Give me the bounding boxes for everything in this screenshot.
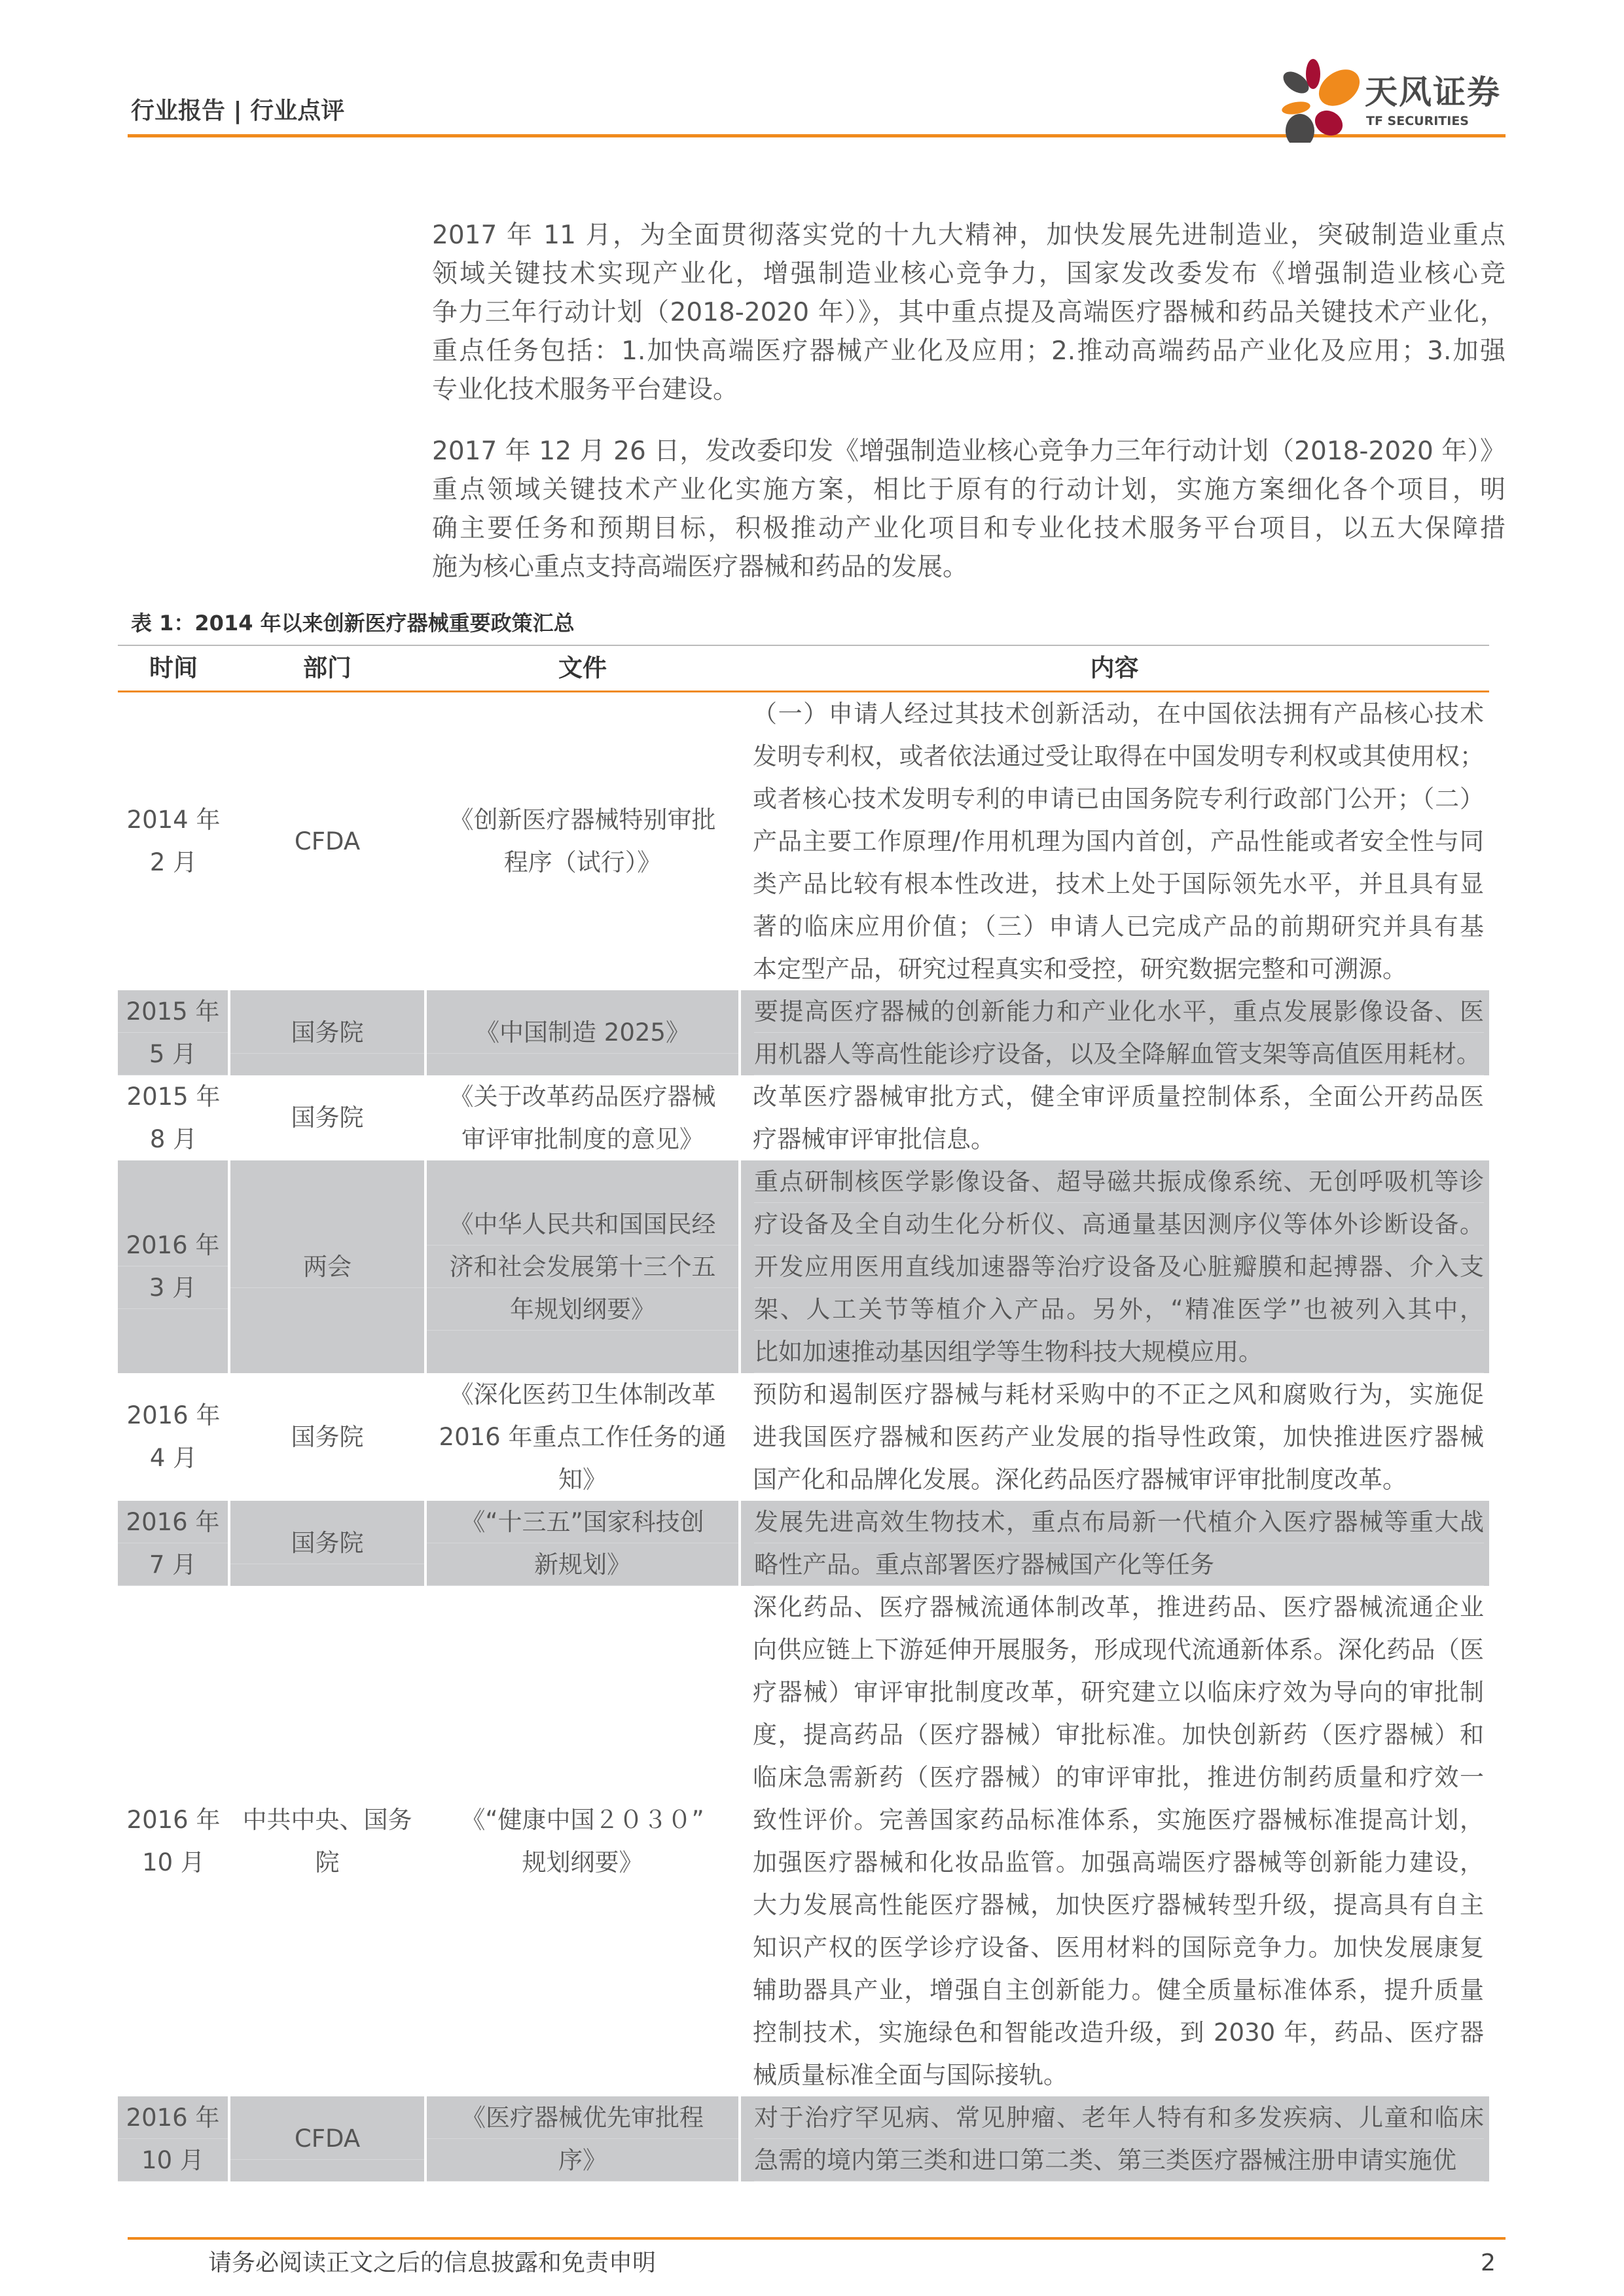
cell-line: 国务院 <box>291 1103 364 1132</box>
cell-line: 《中华人民共和国国民经 <box>427 1203 738 1246</box>
cell-line: 发展先进高效生物技术，重点布局新一代植介入医疗器械等重大战 <box>754 1501 1484 1543</box>
cell-time <box>118 1160 229 1373</box>
cell-line: 10 月 <box>118 2139 228 2181</box>
cell-line: 架、人工关节等植介入产品。另外，“精准医学”也被列入其中， <box>754 1288 1484 1331</box>
cell-line: 年规划纲要》 <box>427 1288 738 1331</box>
table-row <box>118 1160 1489 1373</box>
cell-line: 致性评价。完善国家药品标准体系，实施医疗器械标准提高计划， <box>753 1805 1484 1834</box>
cell-line: 深化药品、医疗器械流通体制改革，推进药品、医疗器械流通企业 <box>753 1592 1484 1621</box>
cell-line: 《医疗器械优先审批程 <box>427 2096 738 2139</box>
report-type-header: 行业报告 | 行业点评 <box>131 98 345 124</box>
cell-line: 2016 年 <box>126 1805 221 1834</box>
table-row <box>118 2096 1489 2181</box>
cell-line: 2016 年 <box>118 1501 228 1543</box>
cell-line: 临床急需新药（医疗器械）的审评审批，推进仿制药质量和疗效一 <box>753 1763 1484 1791</box>
cell-line: 《“十三五”国家科技创 <box>427 1501 738 1543</box>
cell-content <box>740 990 1489 1075</box>
cell-time <box>118 1586 229 2096</box>
cell-line: 知识产权的医学诊疗设备、医用材料的国际竞争力。加快发展康复 <box>753 1933 1484 1962</box>
cell-document <box>425 990 740 1075</box>
cell-time <box>118 1501 229 1586</box>
cell-department <box>229 1075 425 1160</box>
cell-line: 比如加速推动基因组学等生物科技大规模应用。 <box>754 1331 1484 1373</box>
header-time: 时间 <box>118 647 229 691</box>
cell-content <box>740 2096 1489 2181</box>
cell-line: 7 月 <box>118 1543 228 1586</box>
cell-time <box>118 691 229 990</box>
cell-line: （一）申请人经过其技术创新活动，在中国依法拥有产品核心技术 <box>753 699 1484 728</box>
cell-line: 度，提高药品（医疗器械）审批标准。加快创新药（医疗器械）和 <box>753 1720 1484 1749</box>
cell-document <box>425 1373 740 1501</box>
cell-line: 产品主要工作原理/作用机理为国内首创，产品性能或者安全性与同 <box>753 827 1484 855</box>
cell-line: 2 月 <box>149 848 198 876</box>
text-line: 施为核心重点支持高端医疗器械和药品的发展。 <box>432 552 969 582</box>
table-header-row <box>118 647 1489 691</box>
text-line: 2017 年 11 月，为全面贯彻落实党的十九大精神，加快发展先进制造业，突破制造业重点 <box>432 221 1506 250</box>
cell-line: 本定型产品，研究过程真实和受控，研究数据完整和可溯源。 <box>753 954 1407 983</box>
header-content: 内容 <box>740 647 1489 691</box>
cell-line: 10 月 <box>142 1848 205 1876</box>
cell-line: 《“健康中国２０３０” <box>461 1805 704 1834</box>
text-line: 领域关键技术实现产业化，增强制造业核心竞争力，国家发改委发布《增强制造业核心竞 <box>432 259 1506 289</box>
cell-content <box>740 1075 1489 1160</box>
cell-department <box>229 990 425 1075</box>
policy-table <box>118 647 1489 2181</box>
cell-line: 2016 年重点工作任务的通 <box>439 1422 727 1451</box>
cell-line: 2014 年 <box>126 806 221 834</box>
text-line: 确主要任务和预期目标，积极推动产业化项目和专业化技术服务平台项目，以五大保障措 <box>432 514 1506 543</box>
table-caption: 表 1：2014 年以来创新医疗器械重要政策汇总 <box>131 611 575 636</box>
footer-disclaimer: 请务必阅读正文之后的信息披露和免责申明 <box>208 2250 657 2276</box>
cell-line: 对于治疗罕见病、常见肿瘤、老年人特有和多发疾病、儿童和临床 <box>754 2096 1484 2139</box>
cell-line: 控制技术，实施绿色和智能改造升级，到 2030 年，药品、医疗器 <box>753 2018 1484 2047</box>
header-document: 文件 <box>425 647 740 691</box>
cell-line: 加强医疗器械和化妆品监管。加强高端医疗器械等创新能力建设， <box>753 1848 1484 1876</box>
table-row <box>118 1586 1489 2096</box>
cell-department <box>229 1501 425 1586</box>
cell-department <box>229 1373 425 1501</box>
cell-line: 发明专利权，或者依法通过受让取得在中国发明专利权或其使用权； <box>753 742 1484 770</box>
cell-line: 新规划》 <box>427 1543 738 1586</box>
cell-time <box>118 1373 229 1501</box>
table-row <box>118 990 1489 1075</box>
cell-line: 4 月 <box>149 1444 198 1472</box>
cell-line: 2015 年 <box>126 1082 221 1111</box>
cell-department <box>229 1160 425 1373</box>
table-row <box>118 1501 1489 1586</box>
cell-line: 用机器人等高性能诊疗设备，以及全降解血管支架等高值医用耗材。 <box>754 1033 1484 1075</box>
cell-content <box>740 1160 1489 1373</box>
cell-line: 略性产品。重点部署医疗器械国产化等任务 <box>754 1543 1484 1586</box>
cell-line: 重点研制核医学影像设备、超导磁共振成像系统、无创呼吸机等诊 <box>754 1160 1484 1203</box>
cell-line: 类产品比较有根本性改进，技术上处于国际领先水平，并且具有显 <box>753 869 1484 898</box>
body-paragraph-2 <box>432 432 1506 586</box>
body-paragraph-1 <box>432 216 1506 409</box>
cell-line: 中共中央、国务 <box>242 1805 412 1834</box>
cell-content <box>740 691 1489 990</box>
cell-line: 国务院 <box>230 1011 424 1054</box>
footer-divider <box>128 2237 1506 2240</box>
cell-line: 或者核心技术发明专利的申请已由国务院专利行政部门公开；（二） <box>753 784 1484 813</box>
cell-line: 械质量标准全面与国际接轨。 <box>753 2060 1068 2089</box>
cell-line: 济和社会发展第十三个五 <box>427 1246 738 1288</box>
cell-line: 著的临床应用价值；（三）申请人已完成产品的前期研究并具有基 <box>753 912 1484 941</box>
cell-line: 疗器械）审评审批制度改革，研究建立以临床疗效为导向的审批制 <box>753 1677 1484 1706</box>
cell-line: 知》 <box>558 1465 607 1494</box>
cell-content <box>740 1501 1489 1586</box>
table-row <box>118 1075 1489 1160</box>
cell-line: 国产化和品牌化发展。深化药品医疗器械审评审批制度改革。 <box>753 1465 1407 1494</box>
cell-line: 改革医疗器械审批方式，健全审评质量控制体系，全面公开药品医 <box>753 1082 1484 1111</box>
cell-line: CFDA <box>230 2117 424 2160</box>
text-line: 2017 年 12 月 26 日，发改委印发《增强制造业核心竞争力三年行动计划（2018-2020 年）》 <box>432 437 1506 466</box>
cell-line: 《创新医疗器械特别审批 <box>449 806 716 834</box>
page-number: 2 <box>1481 2250 1496 2276</box>
cell-line: 急需的境内第三类和进口第二类、第三类医疗器械注册申请实施优 <box>754 2139 1484 2181</box>
cell-line: 向供应链上下游延伸开展服务，形成现代流通新体系。深化药品（医 <box>753 1635 1484 1664</box>
cell-line: 《关于改革药品医疗器械 <box>449 1082 716 1111</box>
cell-line: 两会 <box>230 1246 424 1288</box>
cell-time <box>118 2096 229 2181</box>
cell-line: 序》 <box>427 2139 738 2181</box>
cell-line: 进我国医疗器械和医药产业发展的指导性政策，加快推进医疗器械 <box>753 1422 1484 1451</box>
cell-document <box>425 2096 740 2181</box>
text-line: 重点领域关键技术产业化实施方案，相比于原有的行动计划，实施方案细化各个项目，明 <box>432 475 1506 505</box>
table-row <box>118 1373 1489 1501</box>
cell-line: 2015 年 <box>118 990 228 1033</box>
cell-line: 疗设备及全自动生化分析仪、高通量基因测序仪等体外诊断设备。 <box>754 1203 1484 1246</box>
caption-divider <box>118 645 1489 646</box>
cell-line: 开发应用医用直线加速器等治疗设备及心脏瓣膜和起搏器、介入支 <box>754 1246 1484 1288</box>
cell-content <box>740 1586 1489 2096</box>
cell-line: 要提高医疗器械的创新能力和产业化水平，重点发展影像设备、医 <box>754 990 1484 1033</box>
cell-content <box>740 1373 1489 1501</box>
cell-line: 国务院 <box>230 1522 424 1564</box>
cell-line: 程序（试行）》 <box>503 848 662 876</box>
logo-name-cn: 天风证券 <box>1365 73 1501 111</box>
cell-line: 规划纲要》 <box>522 1848 643 1876</box>
cell-line: CFDA <box>294 827 361 855</box>
header-department: 部门 <box>229 647 425 691</box>
cell-document <box>425 1501 740 1586</box>
cell-line: 预防和遏制医疗器械与耗材采购中的不正之风和腐败行为，实施促 <box>753 1380 1484 1408</box>
text-line: 争力三年行动计划（2018-2020 年）》，其中重点提及高端医疗器械和药品关键技术产业化， <box>432 298 1506 327</box>
cell-line: 辅助器具产业，增强自主创新能力。健全质量标准体系，提升质量 <box>753 1975 1484 2004</box>
cell-time <box>118 990 229 1075</box>
cell-time <box>118 1075 229 1160</box>
cell-line: 审评审批制度的意见》 <box>461 1124 704 1153</box>
cell-line: 国务院 <box>291 1422 364 1451</box>
table-row <box>118 691 1489 990</box>
cell-document <box>425 1586 740 2096</box>
cell-document <box>425 691 740 990</box>
cell-line: 大力发展高性能医疗器械，加快医疗器械转型升级，提高具有自主 <box>753 1890 1484 1919</box>
text-line: 专业化技术服务平台建设。 <box>432 375 739 404</box>
cell-department <box>229 691 425 990</box>
cell-department <box>229 1586 425 2096</box>
cell-line: 2016 年 <box>118 2096 228 2139</box>
cell-document <box>425 1160 740 1373</box>
cell-document <box>425 1075 740 1160</box>
cell-line: 2016 年 <box>126 1401 221 1429</box>
cell-department <box>229 2096 425 2181</box>
text-line: 重点任务包括：1.加快高端医疗器械产业化及应用；2.推动高端药品产业化及应用；3.加强 <box>432 336 1506 366</box>
logo-name-en: TF SECURITIES <box>1366 114 1469 128</box>
cell-line: 5 月 <box>118 1033 228 1075</box>
cell-line: 3 月 <box>118 1266 228 1309</box>
cell-line: 《深化医药卫生体制改革 <box>449 1380 716 1408</box>
cell-line: 8 月 <box>149 1124 198 1153</box>
cell-line: 2016 年 <box>118 1224 228 1266</box>
cell-line: 《中国制造 2025》 <box>427 1011 738 1054</box>
cell-line: 院 <box>315 1848 340 1876</box>
cell-line: 疗器械审评审批信息。 <box>753 1124 995 1153</box>
